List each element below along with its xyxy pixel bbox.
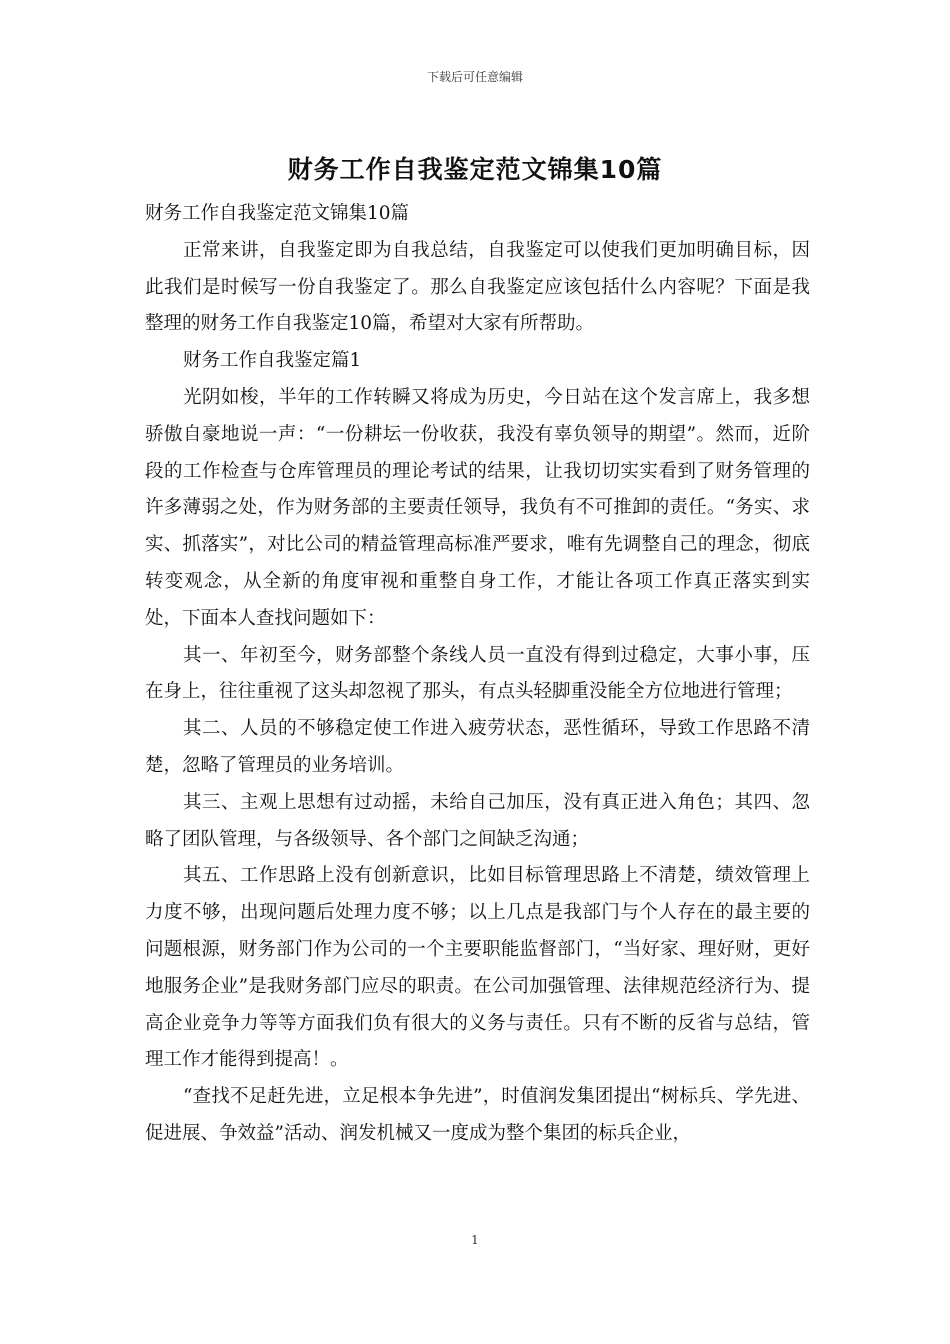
document-body	[145, 196, 810, 1153]
section-heading-1: 财务工作自我鉴定篇1	[183, 350, 362, 372]
body-paragraph: 光阴如梭，半年的工作转瞬又将成为历史，今日站在这个发言席上，我多想骄傲自豪地说一声：“一份耕坛一份收获，我没有辜负领导的期望”。然而，近阶段的工作检查与仓库管理员的理论考试的结果，让我切切实实看到了财务管理的许多薄弱之处，作为财务部的主要责任领导，我负有不可推卸的责任。“务实、求实、抓落实”，对比公司的精益管理高标准严要求，唯有先调整自己的理念，彻底转变观念，从全新的角度审视和重整自身工作，才能让各项工作真正落实到实处，下面本人查找问题如下：	[145, 386, 810, 629]
body-paragraph: 其二、人员的不够稳定使工作进入疲劳状态，恶性循环，导致工作思路不清楚，忽略了管理员的业务培训。	[145, 718, 810, 776]
document-title: 财务工作自我鉴定范文锦集10篇	[287, 155, 663, 184]
body-paragraph: 其五、工作思路上没有创新意识，比如目标管理思路上不清楚，绩效管理上力度不够，出现问题后处理力度不够；以上几点是我部门与个人存在的最主要的问题根源，财务部门作为公司的一个主要职能监督部门，“当好家、理好财，更好地服务企业”是我财务部门应尽的职责。在公司加强管理、法律规范经济行为、提高企业竞争力等等方面我们负有很大的义务与责任。只有不断的反省与总结，管理工作才能得到提高！。	[145, 865, 810, 1071]
body-paragraph: 其一、年初至今，财务部整个条线人员一直没有得到过稳定，大事小事，压在身上，往往重视了这头却忽视了那头，有点头轻脚重没能全方位地进行管理；	[145, 644, 810, 703]
header-note: 下载后可任意编辑	[426, 70, 523, 84]
page-number: 1	[471, 1233, 479, 1247]
subtitle-paragraph: 财务工作自我鉴定范文锦集10篇	[145, 203, 410, 224]
body-paragraph: 其三、主观上思想有过动摇，未给自己加压，没有真正进入角色；其四、忽略了团队管理，与各级领导、各个部门之间缺乏沟通；	[145, 791, 810, 850]
body-paragraph: “查找不足赶先进，立足根本争先进”，时值润发集团提出“树标兵、学先进、促进展、争效益”活动、润发机械又一度成为整个集团的标兵企业，	[145, 1086, 810, 1144]
intro-paragraph: 正常来讲，自我鉴定即为自我总结，自我鉴定可以使我们更加明确目标，因此我们是时候写一份自我鉴定了。那么自我鉴定应该包括什么内容呢？下面是我整理的财务工作自我鉴定10篇，希望对大家有所帮助。	[145, 239, 810, 335]
